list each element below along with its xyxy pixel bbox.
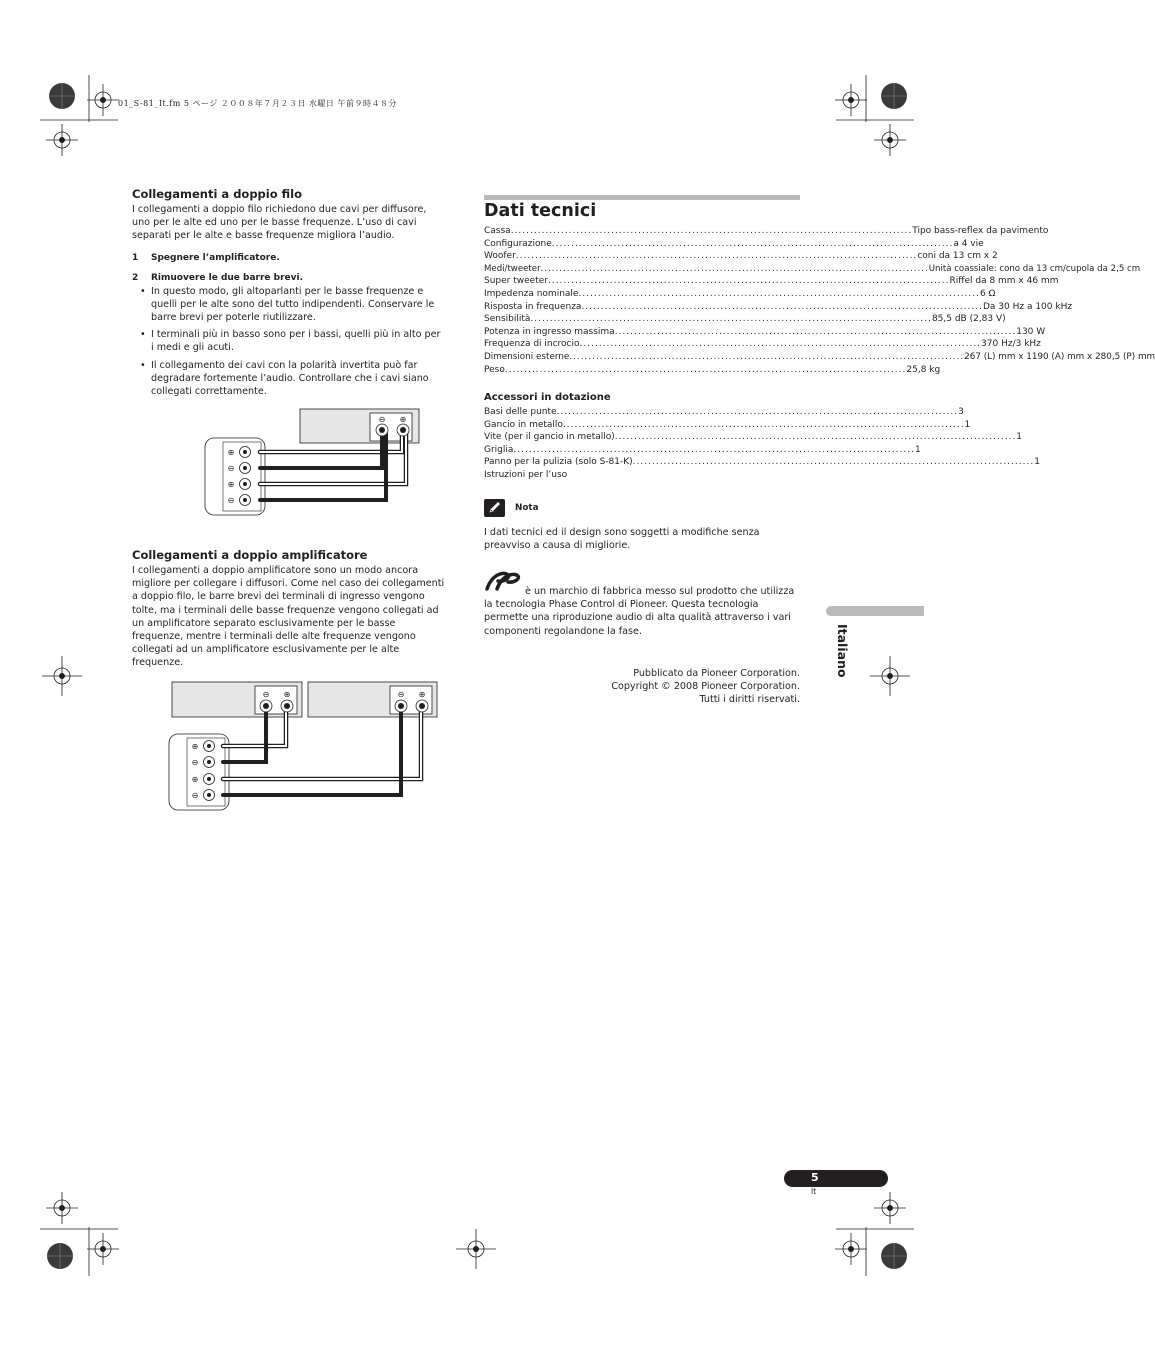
trademark-text: è un marchio di fabbrica messo sul prodotto che utilizza la tecnologia Phase Control di Pioneer. Questa tecnologia permette una riproduzione audio di alta qualità attraverso i vari componenti regolandone la fase. — [484, 586, 795, 637]
plus-symbol: ⊕ — [227, 480, 235, 489]
accessory-row: Istruzioni per l’uso — [484, 469, 568, 480]
title-rule — [484, 195, 800, 200]
plus-symbol: ⊕ — [399, 415, 407, 424]
minus-symbol: ⊖ — [191, 791, 199, 800]
bi-wiring-diagram — [200, 405, 425, 520]
accessories-title: Accessori in dotazione — [484, 392, 611, 403]
page-number: 5 — [811, 1171, 819, 1184]
rights-line: Tutti i diritti riservati. — [699, 694, 800, 706]
minus-symbol: ⊖ — [378, 415, 386, 424]
page-lang-code: It — [811, 1187, 817, 1196]
plus-symbol: ⊕ — [191, 775, 199, 784]
plus-symbol: ⊕ — [227, 448, 235, 457]
specs-list — [484, 225, 1155, 376]
spec-row: Peso ........................................................................................................ 25,8 kg — [484, 364, 941, 375]
bi-amping-diagram — [165, 678, 445, 813]
bi-wiring-intro: I collegamenti a doppio filo richiedono due cavi per diffusore, uno per le alte ed uno per le basse frequenze. L’uso di cavi separati per le alte e basse frequenze migliora l’audio. — [132, 204, 427, 242]
spec-row: Sensibilità ........................................................................................................ 85,5 dB (2,83 V) — [484, 314, 1006, 325]
plus-symbol: ⊕ — [191, 742, 199, 751]
bi-amping-section — [132, 548, 446, 670]
bi-amping-text: I collegamenti a doppio amplificatore sono un modo ancora migliore per collegare i diffusori. Come nel caso dei collegamenti a doppio filo, le barre brevi dei terminali di ingresso vengono tolte, ma i terminali delle basse frequenze vengono collegati ad un amplificatore separato esclusivamente per le basse frequenze, mentre i terminali delle alte frequenze vengono collegati ad un amplificatore esclusivamente per le alte frequenze. — [132, 565, 445, 669]
accessories-list — [484, 406, 1040, 482]
plus-symbol: ⊕ — [283, 690, 291, 699]
note-label: Nota — [515, 503, 539, 513]
spec-row: Potenza in ingresso massima ........................................................................................................ 130 W — [484, 326, 1046, 337]
minus-symbol: ⊖ — [227, 496, 235, 505]
spec-row: Risposta in frequenza ........................................................................................................ Da 30 Hz a 100 kHz — [484, 301, 1073, 312]
minus-symbol: ⊖ — [262, 690, 270, 699]
page-number-pill — [784, 1170, 888, 1187]
spec-row: Woofer ........................................................................................................ coni da 13 cm x 2 — [484, 251, 998, 262]
spec-row: Impedenza nominale ........................................................................................................ 6 Ω — [484, 288, 996, 299]
spec-row: Dimensioni esterne ........................................................................................................ 267 (L) mm x 1190 (A) mm x 280,5 (P) mm — [484, 351, 1155, 362]
step-number: 1 — [132, 252, 139, 263]
step-text: Rimuovere le due barre brevi. — [151, 272, 304, 283]
bi-wiring-title: Collegamenti a doppio filo — [132, 187, 303, 201]
bullet-item: • I terminali più in basso sono per i bassi, quelli più in alto per i medi e gli acuti. — [140, 329, 441, 354]
note-text: I dati tecnici ed il design sono soggetti a modifiche senza preavviso a causa di migliorie. — [484, 527, 760, 552]
bi-wiring-bullets — [132, 285, 446, 399]
accessory-row: Vite (per il gancio in metallo) ........................................................................................................ 1 — [484, 432, 1023, 443]
specs-title: Dati tecnici — [484, 201, 597, 221]
minus-symbol: ⊖ — [227, 464, 235, 473]
bullet-item: • In questo modo, gli altoparlanti per le basse frequenze e quelli per le alte sono del tutto indipendenti. Conservare le barre brevi per poterle riutilizzare. — [140, 285, 435, 324]
publisher-line: Pubblicato da Pioneer Corporation. — [633, 668, 800, 679]
spec-row: Frequenza di incrocio ........................................................................................................ 370 Hz/3 kHz — [484, 339, 1041, 350]
copyright-line: Copyright © 2008 Pioneer Corporation. — [611, 681, 800, 693]
accessory-row: Gancio in metallo ........................................................................................................ 1 — [484, 419, 971, 430]
bi-amping-title: Collegamenti a doppio amplificatore — [132, 548, 368, 562]
language-tab-label: Italiano — [835, 624, 850, 678]
minus-symbol: ⊖ — [191, 758, 199, 767]
bullet-item: • Il collegamento dei cavi con la polarità invertita può far degradare fortemente l’audio. Controllare che i cavi siano collegati correttamente. — [140, 359, 429, 398]
language-tab — [826, 606, 924, 616]
spec-row: Medi/tweeter ........................................................................................................ Unità coassiale: cono da 13 cm/cupola da 2,5 cm — [484, 263, 1141, 274]
step-number: 2 — [132, 272, 139, 283]
step-text: Spegnere l’amplificatore. — [151, 252, 280, 263]
plus-symbol: ⊕ — [418, 690, 426, 699]
spec-row: Super tweeter ........................................................................................................ Riffel da 8 mm x 46 mm — [484, 276, 1059, 287]
accessory-row: Griglia ........................................................................................................ 1 — [484, 444, 921, 455]
spec-row: Configurazione ........................................................................................................ a 4 vie — [484, 238, 984, 249]
accessory-row: Panno per la pulizia (solo S-81-K) ........................................................................................................ 1 — [484, 457, 1040, 468]
file-header-stamp: 01_S-81_It.fm 5 ページ ２００８年７月２３日 水曜日 午前９時４８分 — [118, 99, 397, 108]
step-2 — [132, 273, 446, 283]
step-1 — [132, 253, 446, 263]
publisher-block — [560, 667, 800, 707]
accessory-row: Basi delle punte ........................................................................................................ 3 — [484, 407, 964, 417]
spec-row: Cassa ........................................................................................................ Tipo bass-reflex da pavimento — [484, 226, 1049, 236]
minus-symbol: ⊖ — [397, 690, 405, 699]
note-pencil-icon — [484, 499, 505, 517]
bi-wiring-section — [132, 187, 446, 402]
